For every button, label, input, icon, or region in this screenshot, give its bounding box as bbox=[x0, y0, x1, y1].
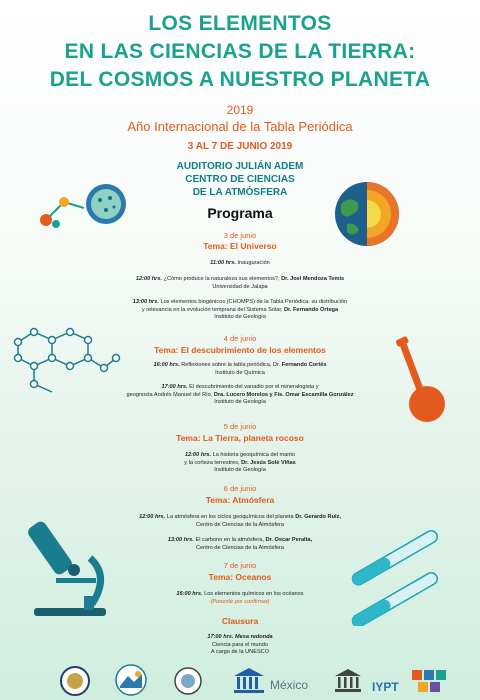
iypt-logo-text: IYPT bbox=[372, 680, 399, 694]
day-3-theme: Tema: La Tierra, planeta rocoso bbox=[176, 433, 304, 443]
event-dates: 3 AL 7 DE JUNIO 2019 bbox=[187, 141, 293, 152]
day-1-date: 3 de junio bbox=[223, 231, 257, 240]
day-1-theme: Tema: El Universo bbox=[203, 241, 277, 251]
day-2-theme: Tema: El descubrimiento de los elementos bbox=[154, 345, 326, 355]
day-4-event-1: 12:00 hrs. La atmósfera en los ciclos geoquímicos del planeta Dr. Gerardo Ruiz, Centro de Ciencias de la Atmósfera bbox=[139, 514, 341, 528]
venue-line-1: AUDITORIO JULIÁN ADEM bbox=[176, 161, 304, 172]
unesco-emblem-logo bbox=[333, 666, 363, 696]
atmosfera-seal-logo bbox=[172, 666, 204, 696]
year: 2019 bbox=[226, 103, 254, 117]
unam-seal-logo bbox=[58, 666, 92, 696]
day-1-event-2: 12:00 hrs. ¿Cómo produce la naturaleza sus elementos?, Dr. Joel Mendoza Temis Universidad de Jalapa bbox=[135, 276, 345, 290]
venue-line-2: CENTRO DE CIENCIAS bbox=[185, 174, 295, 185]
day-2-date: 4 de junio bbox=[223, 334, 257, 343]
day-4-event-2: 13:00 hrs. El carbono en la atmósfera, Dr. Oscar Peralta, Centro de Ciencias de la Atmósfera bbox=[167, 537, 313, 551]
day-2-event-2: 17:00 hrs. El descubrimiento del vanadio por el mineralogista y geognosta Andrés Manuel del Río, Dra. Lucero Morelos y Fís. Omar Escamilla González Instituto de Geología bbox=[126, 384, 354, 406]
day-4-date: 6 de junio bbox=[223, 484, 257, 493]
title-line-1: LOS ELEMENTOS bbox=[148, 12, 332, 35]
unesco-temple-logo bbox=[232, 666, 266, 696]
programa-heading: Programa bbox=[207, 205, 273, 221]
mexico-logo-text: México bbox=[270, 678, 309, 692]
day-1-event-1: 11:00 hrs. Inauguración bbox=[210, 260, 270, 266]
day-5-theme: Tema: Oceanos bbox=[208, 572, 272, 582]
venue-line-3: DE LA ATMÓSFERA bbox=[192, 187, 288, 198]
title-line-3: DEL COSMOS A NUESTRO PLANETA bbox=[49, 68, 431, 91]
sponsor-logos bbox=[0, 662, 480, 700]
geociencias-seal-logo bbox=[112, 664, 150, 696]
periodic-table-logo bbox=[410, 666, 450, 696]
clausura-heading: Clausura bbox=[221, 616, 259, 626]
day-3-date: 5 de junio bbox=[223, 422, 257, 431]
year-subtitle: Año Internacional de la Tabla Periódica bbox=[127, 119, 353, 134]
day-5-date: 7 de junio bbox=[223, 561, 257, 570]
day-4-theme: Tema: Atmósfera bbox=[205, 495, 275, 505]
clausura-details: 17:00 hrs. Mesa redonda Ciencia para el mundo A cargo de la UNESCO bbox=[207, 634, 273, 656]
day-2-event-1: 16:00 hrs. Reflexiones sobre la tabla periódica, Dr. Fernando Cortés Instituto de Química bbox=[153, 362, 327, 376]
day-5-event-1: 16:00 hrs. Los elementos químicos en los océanos (Ponente por confirmar) bbox=[176, 591, 304, 605]
day-1-event-3: 13:00 hrs. Los elementos biogénicos (CHOMPS) de la Tabla Periódica: su distribución y relevancia en la evolución temprana del Sistema Solar, Dr. Fernando Ortega Instituto de Geología bbox=[132, 299, 348, 321]
title-line-2: EN LAS CIENCIAS DE LA TIERRA: bbox=[64, 40, 416, 63]
day-3-event-1: 12:00 hrs. La historia geoquímica del manto y la corteza terrestres, Dr. Jesús Solé Viñas Instituto de Geología bbox=[184, 452, 296, 474]
